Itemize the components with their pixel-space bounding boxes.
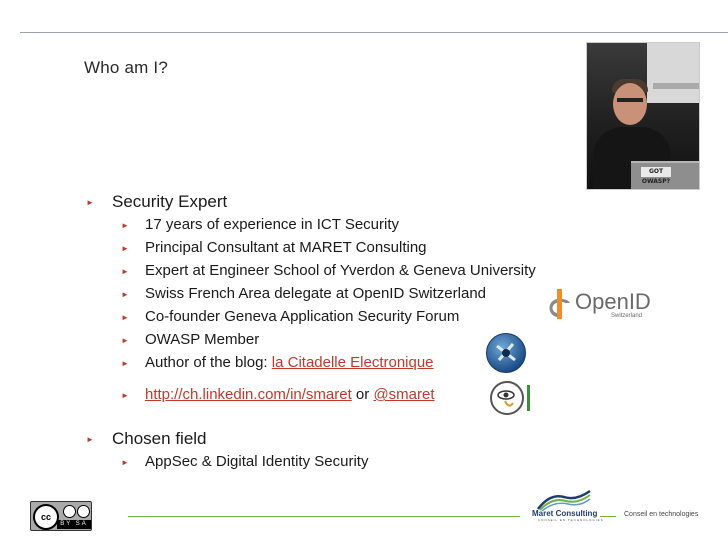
bullet-arrow-icon: ►	[121, 336, 129, 345]
bullet-arrow-icon: ►	[121, 221, 129, 230]
maret-wave-icon	[536, 489, 592, 511]
footer-divider	[128, 516, 520, 517]
bullet-arrow-icon: ►	[121, 290, 129, 299]
maret-consulting-logo	[528, 489, 604, 523]
bullet-arrow-icon: ►	[121, 359, 129, 368]
bullet-label: OWASP Member	[145, 331, 260, 348]
photo-background-wall	[647, 43, 699, 103]
maret-sub: CONSEIL EN TECHNOLOGIES	[538, 518, 604, 522]
openid-sub: Switzerland	[611, 313, 643, 319]
cc-license-strip: BY SA	[57, 520, 91, 529]
owasp-logo	[486, 333, 526, 373]
bullet-arrow-icon: ►	[121, 244, 129, 253]
cc-sa-icon	[77, 505, 90, 518]
photo-head	[613, 83, 647, 125]
speaker-photo	[586, 42, 700, 190]
footer-tagline: Conseil en technologies	[624, 511, 699, 518]
maret-name: Maret Consulting	[532, 509, 598, 518]
cc-by-sa-badge[interactable]	[30, 501, 92, 531]
top-divider	[20, 32, 728, 33]
bullet-label: AppSec & Digital Identity Security	[145, 453, 369, 470]
bullet-arrow-icon: ►	[121, 391, 129, 400]
bullet-label: Co-founder Geneva Application Security Forum	[145, 308, 460, 325]
bullet-label	[145, 384, 435, 406]
bullet-arrow-icon: ►	[86, 198, 94, 207]
bullet-arrow-icon: ►	[121, 267, 129, 276]
citadelle-eye-icon	[489, 379, 531, 417]
twitter-link[interactable]: @smaret	[373, 386, 435, 403]
blog-prefix: Author of the blog:	[145, 354, 272, 371]
bullet-label: Principal Consultant at MARET Consulting	[145, 239, 427, 256]
blog-link[interactable]: la Citadelle Electronique	[271, 354, 434, 371]
photo-wall-text	[653, 83, 699, 89]
linkedin-link[interactable]: http://ch.linkedin.com/in/smaret	[145, 386, 352, 403]
footer-divider-right	[600, 516, 616, 517]
bullet-label: 17 years of experience in ICT Security	[145, 216, 400, 233]
bullet-label: Security Expert	[112, 192, 228, 211]
bullet-label: Expert at Engineer School of Yverdon & Geneva University	[145, 262, 536, 279]
bullet-arrow-icon: ►	[86, 435, 94, 444]
owasp-wasp-icon	[487, 334, 525, 372]
or-text: or	[351, 386, 374, 403]
bullet-label: Swiss French Area delegate at OpenID Switzerland	[145, 285, 487, 302]
bullet-arrow-icon: ►	[121, 458, 129, 467]
bullet-label: Chosen field	[112, 429, 207, 448]
openid-logo	[549, 289, 649, 323]
openid-text: OpenID	[575, 289, 651, 314]
slide-title: Who am I?	[84, 58, 168, 77]
photo-glasses	[617, 98, 643, 102]
laptop-sticker: GOT OWASP?	[641, 168, 671, 185]
bullet-label	[145, 352, 434, 374]
cc-by-icon	[63, 505, 76, 518]
bullet-arrow-icon: ►	[121, 313, 129, 322]
openid-mark-icon	[549, 289, 571, 319]
cc-icon: cc	[33, 504, 59, 530]
